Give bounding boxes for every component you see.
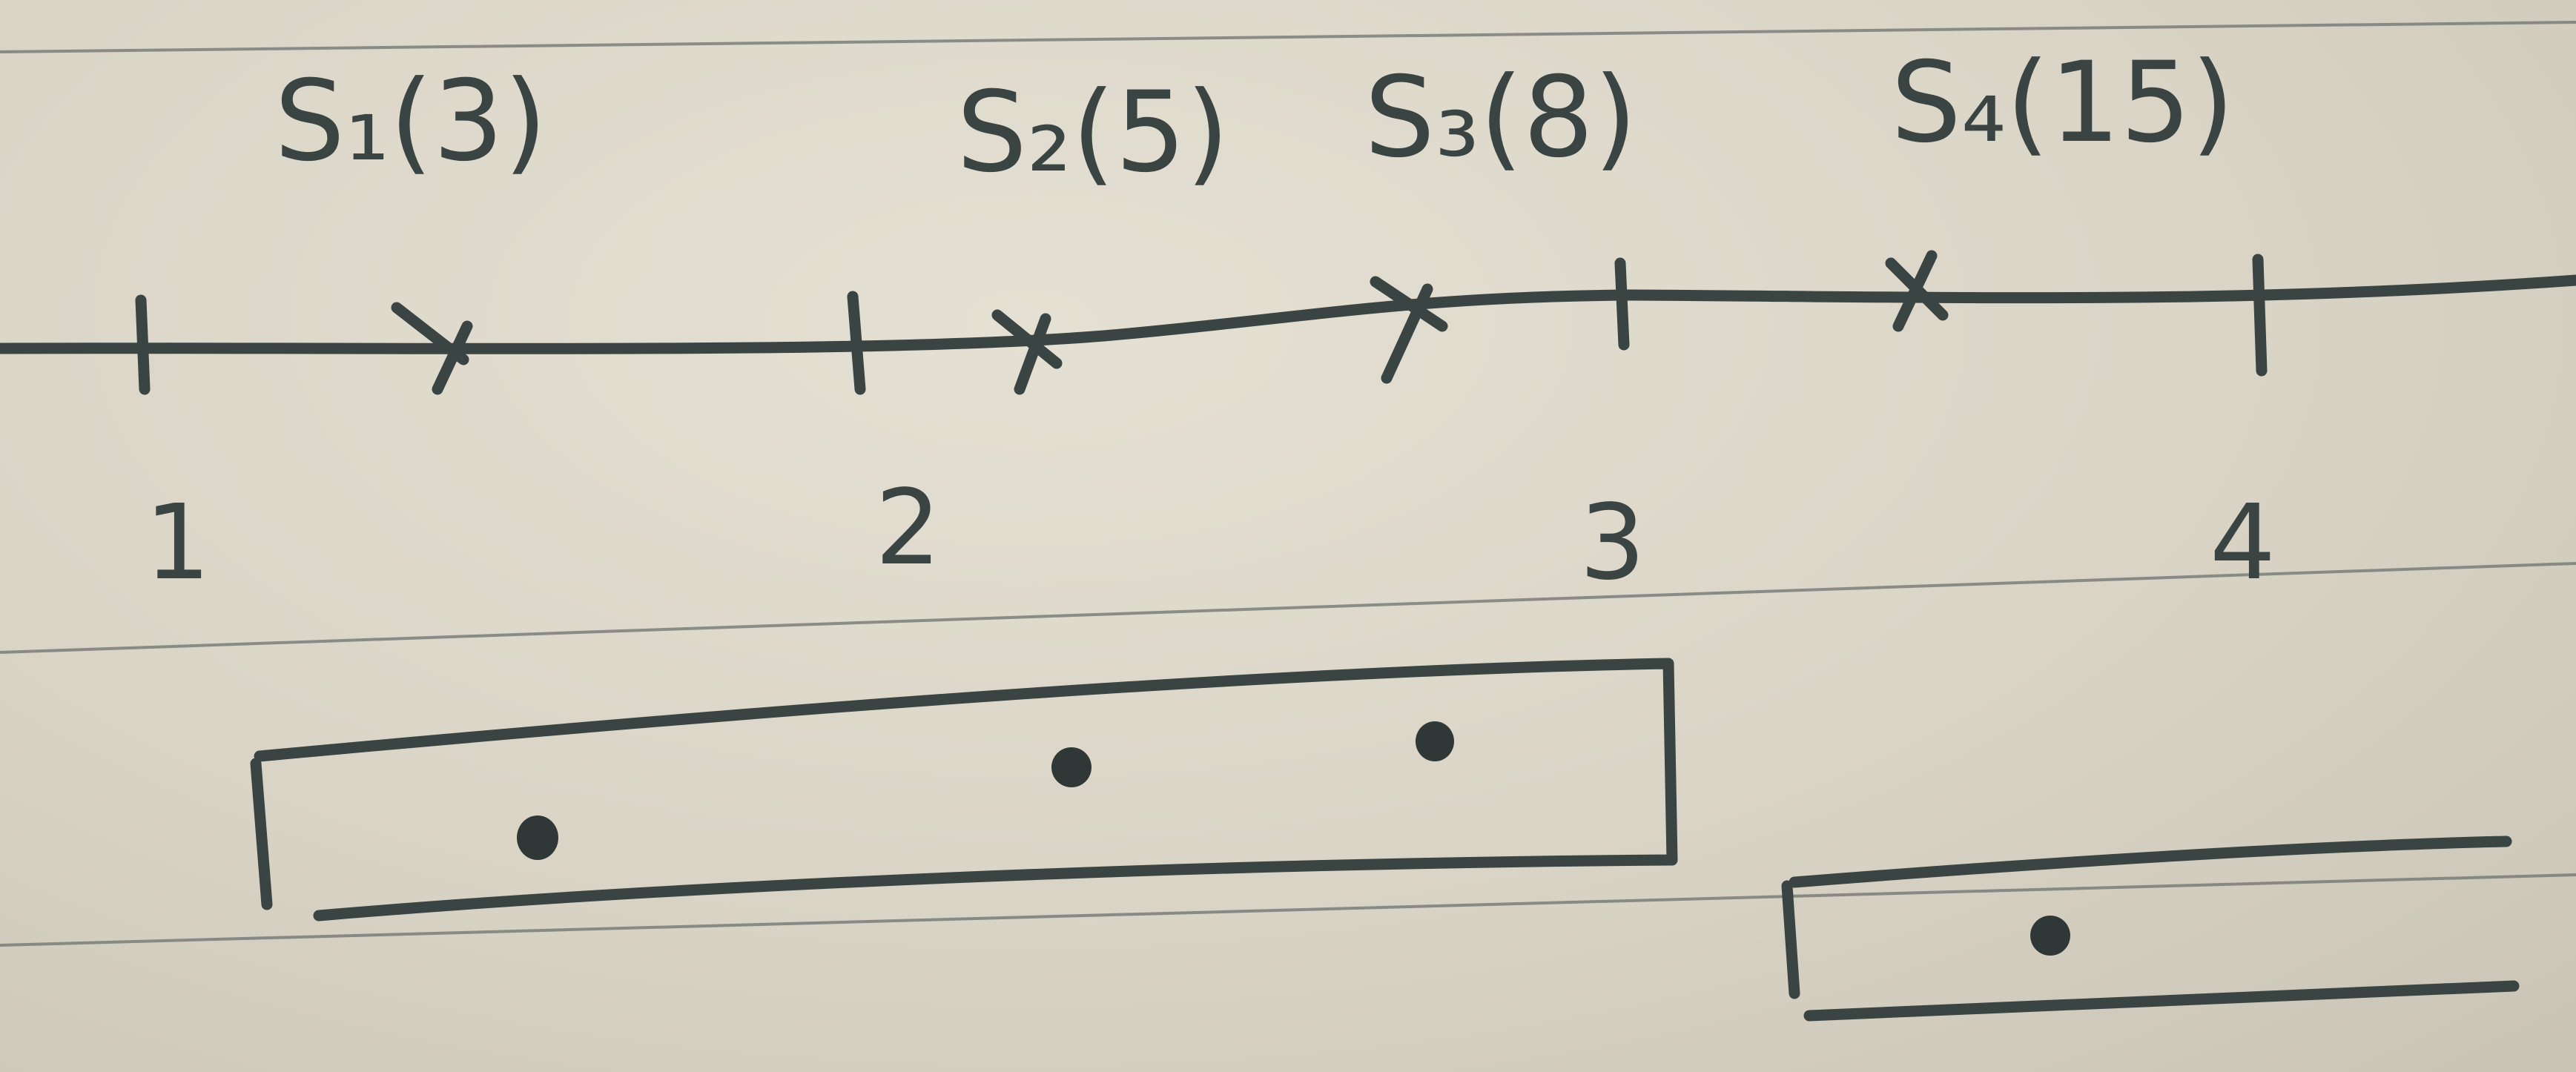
tick-label-2: 2 [875, 468, 942, 589]
marker-s2 [997, 315, 1057, 389]
group-box-1-left-edge [256, 764, 267, 904]
group-box-2 [1787, 841, 2514, 1016]
group-point [517, 815, 558, 860]
tick-label-1: 1 [145, 483, 211, 603]
group-point [2030, 916, 2070, 956]
axis-tick-labels [145, 468, 2276, 603]
tick-label-4: 4 [2210, 483, 2276, 603]
group-box-2-bottom [1809, 986, 2514, 1016]
group-point [1416, 721, 1454, 761]
number-line [0, 256, 2576, 389]
axis-line [0, 280, 2576, 348]
tick-label-3: 3 [1579, 483, 1646, 603]
segment-label-s1: S₁(3) [274, 57, 547, 186]
axis-tick-1 [141, 300, 145, 389]
ruled-line [0, 563, 2576, 652]
axis-tick-2 [853, 297, 860, 389]
segment-labels [274, 39, 2234, 197]
group-box-2-left-edge [1787, 886, 1794, 993]
axis-tick-4 [2258, 259, 2262, 371]
segment-label-s4: S₄(15) [1891, 39, 2235, 168]
marker-s4 [1891, 256, 1943, 326]
group-point [1051, 747, 1092, 787]
marker-s3 [1375, 282, 1442, 378]
segment-label-s2: S₂(5) [957, 68, 1229, 197]
group-box-1 [256, 664, 1672, 916]
segment-label-s3: S₃(8) [1364, 53, 1637, 182]
group-box-2-top [1794, 841, 2506, 882]
group-box-1-outline [260, 664, 1672, 916]
axis-tick-3 [1620, 263, 1624, 345]
